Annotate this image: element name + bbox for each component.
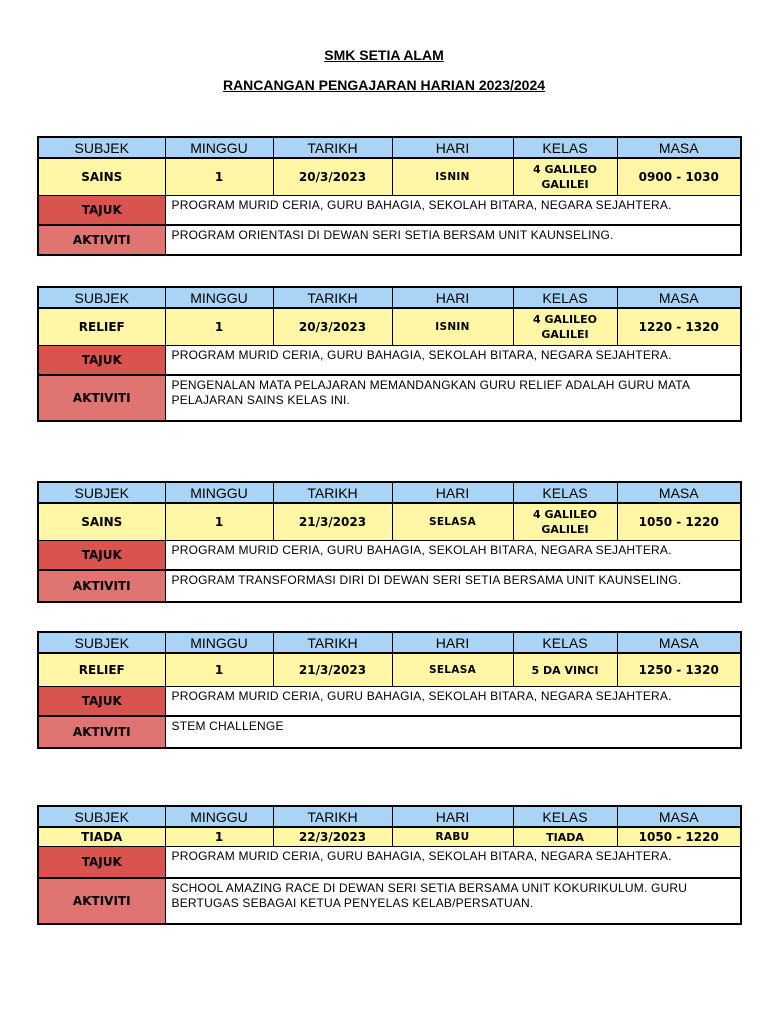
column-header-masa: MASA: [617, 137, 741, 158]
aktiviti-row: [38, 225, 741, 255]
tajuk-label: TAJUK: [38, 196, 165, 226]
tarikh-value: 20/3/2023: [273, 308, 392, 346]
aktiviti-text: PROGRAM ORIENTASI DI DEWAN SERI SETIA BERSAM UNIT KAUNSELING.: [165, 225, 741, 255]
aktiviti-text: PROGRAM TRANSFORMASI DIRI DI DEWAN SERI SETIA BERSAMA UNIT KAUNSELING.: [165, 570, 741, 602]
column-header-subjek: SUBJEK: [38, 632, 165, 653]
tarikh-value: 22/3/2023: [273, 827, 392, 847]
document-title: RANCANGAN PENGAJARAN HARIAN 2023/2024: [222, 77, 546, 93]
minggu-value: 1: [165, 827, 273, 847]
header-row: [38, 806, 741, 827]
lesson-plan-block: [37, 136, 740, 256]
column-header-masa: MASA: [617, 482, 741, 503]
column-header-masa: MASA: [617, 287, 741, 308]
column-header-hari: HARI: [392, 482, 513, 503]
column-header-kelas: KELAS: [513, 482, 617, 503]
column-header-minggu: MINGGU: [165, 632, 273, 653]
masa-value: 1050 - 1220: [617, 503, 741, 541]
aktiviti-label: AKTIVITI: [38, 375, 165, 421]
kelas-value: 5 DA VINCI: [513, 653, 617, 687]
minggu-value: 1: [165, 653, 273, 687]
column-header-kelas: KELAS: [513, 137, 617, 158]
column-header-hari: HARI: [392, 137, 513, 158]
column-header-hari: HARI: [392, 806, 513, 827]
tajuk-label: TAJUK: [38, 541, 165, 571]
tajuk-text: PROGRAM MURID CERIA, GURU BAHAGIA, SEKOLAH BITARA, NEGARA SEJAHTERA.: [165, 196, 741, 226]
subjek-value: RELIEF: [38, 653, 165, 687]
lesson-plan-table: [37, 481, 742, 603]
tarikh-value: 20/3/2023: [273, 158, 392, 196]
column-header-kelas: KELAS: [513, 287, 617, 308]
tajuk-row: [38, 847, 741, 879]
header-row: [38, 137, 741, 158]
values-row: [38, 827, 741, 847]
header-row: [38, 482, 741, 503]
tajuk-text: PROGRAM MURID CERIA, GURU BAHAGIA, SEKOLAH BITARA, NEGARA SEJAHTERA.: [165, 346, 741, 376]
lesson-plan-table: [37, 631, 742, 749]
tajuk-row: [38, 687, 741, 717]
aktiviti-label: AKTIVITI: [38, 716, 165, 748]
minggu-value: 1: [165, 503, 273, 541]
masa-value: 0900 - 1030: [617, 158, 741, 196]
lesson-plan-block: [37, 286, 740, 422]
column-header-minggu: MINGGU: [165, 137, 273, 158]
values-row: [38, 158, 741, 196]
column-header-subjek: SUBJEK: [38, 482, 165, 503]
column-header-subjek: SUBJEK: [38, 137, 165, 158]
tajuk-row: [38, 541, 741, 571]
aktiviti-row: [38, 570, 741, 602]
aktiviti-row: [38, 716, 741, 748]
aktiviti-text: SCHOOL AMAZING RACE DI DEWAN SERI SETIA BERSAMA UNIT KOKURIKULUM. GURU BERTUGAS SEBAGAI KETUA PENYELAS KELAB/PERSATUAN.: [165, 878, 741, 924]
column-header-subjek: SUBJEK: [38, 806, 165, 827]
hari-value: ISNIN: [392, 158, 513, 196]
aktiviti-text: PENGENALAN MATA PELAJARAN MEMANDANGKAN GURU RELIEF ADALAH GURU MATA PELAJARAN SAINS KELAS INI.: [165, 375, 741, 421]
lesson-plan-table: [37, 136, 742, 256]
tajuk-label: TAJUK: [38, 346, 165, 376]
tajuk-text: PROGRAM MURID CERIA, GURU BAHAGIA, SEKOLAH BITARA, NEGARA SEJAHTERA.: [165, 847, 741, 879]
values-row: [38, 308, 741, 346]
aktiviti-row: [38, 375, 741, 421]
subjek-value: SAINS: [38, 158, 165, 196]
kelas-value: 4 GALILEO GALILEI: [513, 503, 617, 541]
lesson-plan-table: [37, 286, 742, 422]
aktiviti-text: STEM CHALLENGE: [165, 716, 741, 748]
column-header-minggu: MINGGU: [165, 482, 273, 503]
hari-value: RABU: [392, 827, 513, 847]
masa-value: 1050 - 1220: [617, 827, 741, 847]
values-row: [38, 503, 741, 541]
column-header-tarikh: TARIKH: [273, 137, 392, 158]
column-header-masa: MASA: [617, 806, 741, 827]
column-header-tarikh: TARIKH: [273, 632, 392, 653]
tajuk-text: PROGRAM MURID CERIA, GURU BAHAGIA, SEKOLAH BITARA, NEGARA SEJAHTERA.: [165, 541, 741, 571]
kelas-value: TIADA: [513, 827, 617, 847]
column-header-hari: HARI: [392, 287, 513, 308]
column-header-tarikh: TARIKH: [273, 806, 392, 827]
school-name: SMK SETIA ALAM: [324, 47, 444, 63]
values-row: [38, 653, 741, 687]
column-header-kelas: KELAS: [513, 632, 617, 653]
aktiviti-row: [38, 878, 741, 924]
lesson-plan-block: [37, 805, 740, 925]
column-header-subjek: SUBJEK: [38, 287, 165, 308]
header-row: [38, 287, 741, 308]
column-header-minggu: MINGGU: [165, 806, 273, 827]
tajuk-label: TAJUK: [38, 687, 165, 717]
column-header-minggu: MINGGU: [165, 287, 273, 308]
tajuk-text: PROGRAM MURID CERIA, GURU BAHAGIA, SEKOLAH BITARA, NEGARA SEJAHTERA.: [165, 687, 741, 717]
column-header-kelas: KELAS: [513, 806, 617, 827]
subjek-value: SAINS: [38, 503, 165, 541]
tarikh-value: 21/3/2023: [273, 653, 392, 687]
kelas-value: 4 GALILEO GALILEI: [513, 158, 617, 196]
masa-value: 1250 - 1320: [617, 653, 741, 687]
hari-value: SELASA: [392, 653, 513, 687]
aktiviti-label: AKTIVITI: [38, 570, 165, 602]
minggu-value: 1: [165, 308, 273, 346]
tajuk-label: TAJUK: [38, 847, 165, 879]
tarikh-value: 21/3/2023: [273, 503, 392, 541]
column-header-hari: HARI: [392, 632, 513, 653]
column-header-masa: MASA: [617, 632, 741, 653]
tajuk-row: [38, 346, 741, 376]
header-row: [38, 632, 741, 653]
kelas-value: 4 GALILEO GALILEI: [513, 308, 617, 346]
hari-value: ISNIN: [392, 308, 513, 346]
subjek-value: TIADA: [38, 827, 165, 847]
hari-value: SELASA: [392, 503, 513, 541]
column-header-tarikh: TARIKH: [273, 482, 392, 503]
masa-value: 1220 - 1320: [617, 308, 741, 346]
lesson-plan-block: [37, 631, 740, 749]
column-header-tarikh: TARIKH: [273, 287, 392, 308]
minggu-value: 1: [165, 158, 273, 196]
tajuk-row: [38, 196, 741, 226]
subjek-value: RELIEF: [38, 308, 165, 346]
aktiviti-label: AKTIVITI: [38, 225, 165, 255]
lesson-plan-block: [37, 481, 740, 603]
aktiviti-label: AKTIVITI: [38, 878, 165, 924]
lesson-plan-table: [37, 805, 742, 925]
